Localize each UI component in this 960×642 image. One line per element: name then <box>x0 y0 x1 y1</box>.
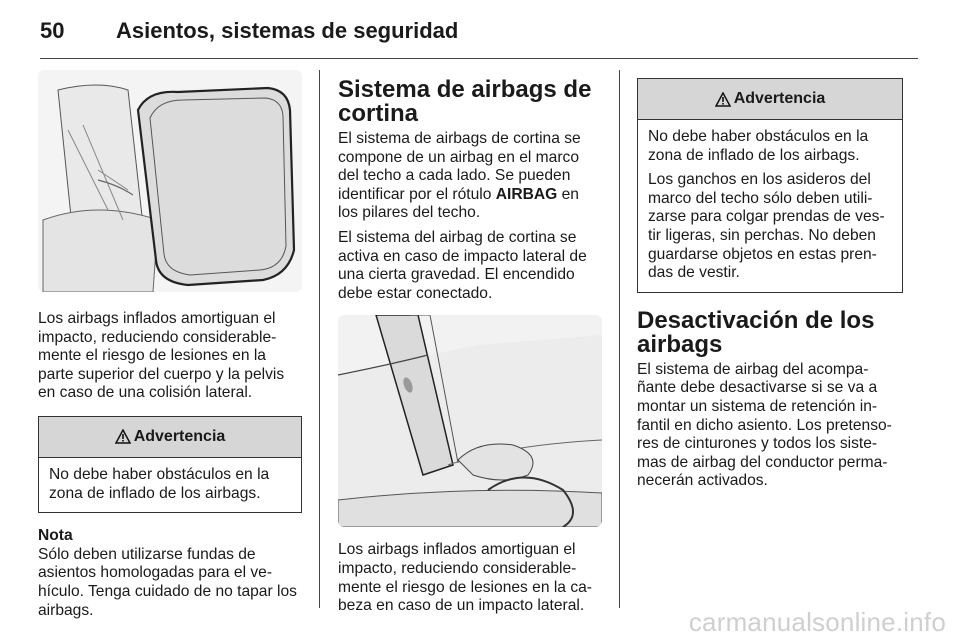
note-text: Sólo deben utilizarse fundas de asientos homologadas para el ve-hículo. Tenga cuidado de no tapar los airbags. <box>38 545 297 619</box>
warning-title: Advertencia <box>733 90 826 107</box>
paragraph: El sistema de airbag del acompa-ñante debe desactivarse si se va a montar un sistema de retención in-fantil en dicho asiento. Los pretenso-res de cinturones y todos los siste-mas de airbag del conductor perma-necerán activados. <box>637 360 892 490</box>
warning-box <box>38 416 302 513</box>
seat-side-airbag-illustration-icon <box>38 70 302 292</box>
warning-text: Los ganchos en los asideros del marco del techo sólo deben utili-zarse para colgar prendas de ves-tir ligeras, sin perchas. No deben guardarse objetos en estas pren-das de vestir. <box>648 171 885 282</box>
paragraph-text: en los pilares del techo. <box>338 185 579 222</box>
column-1 <box>38 70 302 620</box>
curtain-airbag-figure <box>338 315 602 527</box>
paragraph <box>338 130 602 223</box>
section-heading: Sistema de airbags de cortina <box>338 76 592 127</box>
curtain-airbag-pillar-illustration-icon <box>338 315 602 527</box>
warning-body <box>638 120 902 292</box>
warning-triangle-icon <box>715 92 731 107</box>
warning-header <box>638 79 902 120</box>
paragraph-text: El sistema de airbags de cortina se compone de un airbag en el marco del techo a cada lado. Se pueden identificar por el rótulo <box>338 130 581 203</box>
header-rule <box>40 58 918 59</box>
column-2 <box>338 78 602 616</box>
figure-caption: Los airbags inflados amortiguan el impacto, reduciendo considerable-mente el riesgo de lesiones en la parte superior del cuerpo y la pelvis en caso de una colisión lateral. <box>38 310 285 402</box>
paragraph: El sistema del airbag de cortina se activa en caso de impacto lateral de una cierta gravedad. El encendido debe estar conectado. <box>338 228 587 302</box>
note-label: Nota <box>38 527 73 545</box>
watermark: carmanualsonline.info <box>688 607 946 637</box>
warning-box <box>637 78 903 293</box>
warning-text: No debe haber obstáculos en la zona de inflado de los airbags. <box>49 465 270 502</box>
seat-airbag-figure <box>38 70 302 292</box>
figure-caption: Los airbags inflados amortiguan el impacto, reduciendo considerable-mente el riesgo de lesiones en la ca-beza en caso de un impacto lateral. <box>338 541 592 615</box>
page-header <box>40 18 920 46</box>
warning-header <box>39 417 301 458</box>
page-number: 50 <box>40 18 65 43</box>
airbag-label: AIRBAG <box>495 185 558 203</box>
section-title: Asientos, sistemas de seguridad <box>116 18 459 43</box>
column-3 <box>637 78 903 491</box>
warning-title: Advertencia <box>133 427 226 445</box>
warning-triangle-icon <box>115 429 131 444</box>
column-divider <box>619 70 620 608</box>
section-heading: Desactivación de los airbags <box>637 306 875 358</box>
column-divider <box>319 70 320 608</box>
warning-text: No debe haber obstáculos en la zona de inflado de los airbags. <box>648 128 869 164</box>
warning-body <box>39 458 301 512</box>
